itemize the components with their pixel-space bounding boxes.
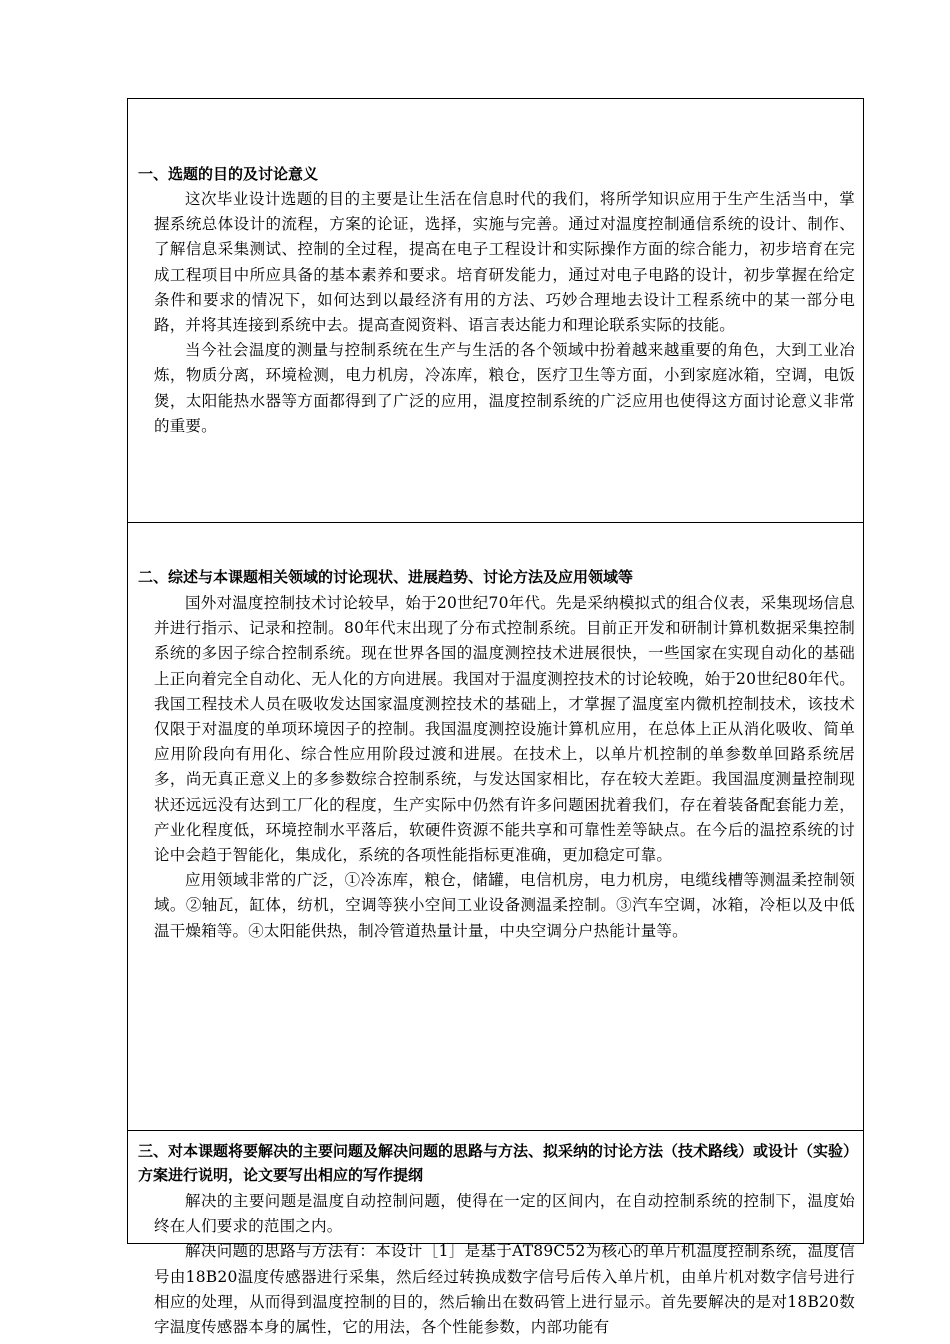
section-2-paragraph-1: 国外对温度控制技术讨论较早，始于20世纪70年代。先是采纳模拟式的组合仪表，采集现场信息并进行指示、记录和控制。80年代末出现了分布式控制系统。目前正开发和研制计算机数据采集控制系统的多因子综合控制系统。现在世界各国的温度测控技术进展很快，一些国家在实现自动化的基础上正向着完全自动化、无人化的方向进展。我国对于温度测控技术的讨论较晚，始于20世纪80年代。我国工程技术人员在吸收发达国家温度测控技术的基础上，才掌握了温度室内微机控制技术，该技术仅限于对温度的单项环境因子的控制。我国温度测控设施计算机应用，在总体上正从消化吸收、简单应用阶段向有用化、综合性应用阶段过渡和进展。在技术上，以单片机控制的单参数单回路系统居多，尚无真正意义上的多参数综合控制系统，与发达国家相比，存在较大差距。我国温度测量控制现状还远远没有达到工厂化的程度，生产实际中仍然有许多问题困扰着我们，存在着装备配套能力差，产业化程度低，环境控制水平落后，软硬件资源不能共享和可靠性差等缺点。在今后的温控系统的讨论中会趋于智能化，集成化，系统的各项性能指标更准确，更加稳定可靠。	[154, 594, 855, 865]
section-3-body	[154, 1189, 855, 1340]
section-2-heading: 二、综述与本课题相关领域的讨论现状、进展趋势、讨论方法及应用领域等	[138, 568, 634, 586]
section-2-body	[154, 591, 855, 944]
section-2-paragraph-2: 应用领域非常的广泛，①冷冻库，粮仓，储罐，电信机房，电力机房，电缆线槽等测温柔控制领域。②轴瓦，缸体，纺机，空调等狭小空间工业设备测温柔控制。③汽车空调，冰箱，冷柜以及中低温干燥箱等。④太阳能供热，制冷管道热量计量，中央空调分户热能计量等。	[154, 871, 855, 940]
section-2-cell	[128, 523, 863, 1131]
section-1-paragraph-1: 这次毕业设计选题的目的主要是让生活在信息时代的我们，将所学知识应用于生产生活当中，掌握系统总体设计的流程，方案的论证，选择，实施与完善。通过对温度控制通信系统的设计、制作、了解信息采集测试、控制的全过程，提高在电子工程设计和实际操作方面的综合能力，初步培育在完成工程项目中所应具备的基本素养和要求。培育研发能力，通过对电子电路的设计，初步掌握在给定条件和要求的情况下，如何达到以最经济有用的方法、巧妙合理地去设计工程系统中的某一部分电路，并将其连接到系统中去。提高查阅资料、语言表达能力和理论联系实际的技能。	[154, 190, 855, 335]
proposal-table	[127, 98, 864, 1337]
section-1-paragraph-2: 当今社会温度的测量与控制系统在生产与生活的各个领域中扮着越来越重要的角色，大到工业冶炼，物质分离，环境检测，电力机房，冷冻库，粮仓，医疗卫生等方面，小到家庭冰箱，空调，电饭煲，太阳能热水器等方面都得到了广泛的应用，温度控制系统的广泛应用也使得这方面讨论意义非常的重要。	[154, 341, 855, 435]
section-3-paragraph-1: 解决的主要问题是温度自动控制问题，使得在一定的区间内，在自动控制系统的控制下，温度始终在人们要求的范围之内。	[154, 1192, 855, 1236]
section-1-body	[154, 187, 855, 439]
section-3-heading: 三、对本课题将要解决的主要问题及解决问题的思路与方法、拟采纳的讨论方法（技术路线）或设计（实验）方案进行说明，论文要写出相应的写作提纲	[138, 1142, 851, 1184]
section-1-heading: 一、选题的目的及讨论意义	[138, 165, 319, 183]
section-3-cell	[128, 1131, 863, 1337]
section-1-cell	[128, 99, 863, 523]
section-3-paragraph-2: 解决问题的思路与方法有：本设计［1］是基于AT89C52为核心的单片机温度控制系统，温度信号由18B20温度传感器进行采集，然后经过转换成数字信号后传入单片机，由单片机对数字信号进行相应的处理，从而得到温度控制的目的，然后输出在数码管上进行显示。首先要解决的是对18B20数字温度传感器本身的属性，它的用法，各个性能参数，内部功能有	[154, 1242, 855, 1337]
